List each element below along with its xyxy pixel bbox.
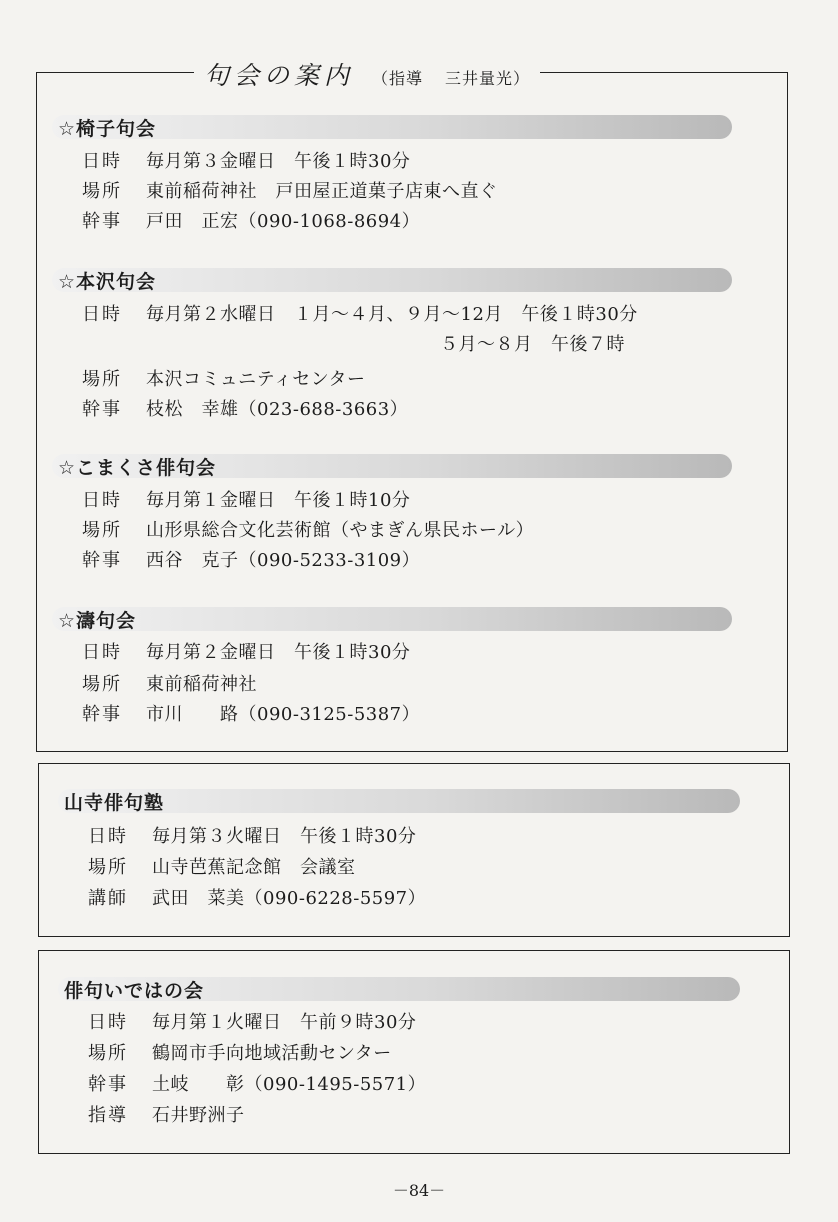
- section-title: ☆こまくさ俳句会: [58, 456, 217, 479]
- row-key: 日時: [88, 826, 128, 847]
- row-value: 毎月第２水曜日 １月～４月、９月～12月 午後１時30分: [146, 304, 638, 325]
- row-value: 西谷 克子（090-5233-3109）: [146, 550, 421, 571]
- info-row: [82, 207, 420, 233]
- section-header-motozawa: [52, 268, 732, 292]
- info-row: [88, 1101, 245, 1127]
- section-header-nami: [52, 607, 732, 631]
- page-title-sub-name: 三井量光）: [445, 69, 531, 88]
- row-key: 場所: [88, 1043, 128, 1064]
- section-header-komakusa: [52, 454, 732, 478]
- row-key: 日時: [82, 304, 122, 325]
- row-key: 日時: [82, 490, 122, 511]
- row-value: 本沢コミュニティセンター: [146, 369, 366, 390]
- info-row: [82, 516, 534, 542]
- info-row: [440, 330, 625, 356]
- info-row: [82, 177, 498, 203]
- info-row: [82, 670, 257, 696]
- row-key: 日時: [88, 1012, 128, 1033]
- section-header-isu: [52, 115, 732, 139]
- row-value: 毎月第１火曜日 午前９時30分: [152, 1012, 417, 1033]
- section-title: 俳句いではの会: [64, 979, 205, 1002]
- info-row: [88, 1008, 416, 1034]
- page-number: －84－: [392, 1181, 446, 1200]
- row-key: 場所: [88, 857, 128, 878]
- row-value: 鶴岡市手向地域活動センター: [152, 1043, 392, 1064]
- row-value: 武田 菜美（090-6228-5597）: [152, 888, 427, 909]
- row-value: 毎月第３火曜日 午後１時30分: [152, 826, 417, 847]
- row-value: 東前稲荷神社: [146, 674, 257, 695]
- info-row: [82, 365, 365, 391]
- row-value: ５月～８月 午後７時: [440, 334, 625, 355]
- row-key: 幹事: [82, 550, 122, 571]
- page-title-sub: [372, 66, 530, 89]
- row-key: 場所: [82, 520, 122, 541]
- info-row: [82, 486, 410, 512]
- info-row: [82, 395, 408, 421]
- row-key: 場所: [82, 369, 122, 390]
- row-value: 東前稲荷神社 戸田屋正道菓子店東へ直ぐ: [146, 181, 498, 202]
- info-row: [88, 1039, 392, 1065]
- info-row: [82, 638, 410, 664]
- section-title: ☆本沢句会: [58, 270, 157, 293]
- row-key: 場所: [82, 181, 122, 202]
- section-header-ideha: [58, 977, 740, 1001]
- section-title: ☆椅子句会: [58, 117, 157, 140]
- row-value: 市川 路（090-3125-5387）: [146, 704, 421, 725]
- section-header-yamadera: [58, 789, 740, 813]
- section-title: 山寺俳句塾: [64, 791, 165, 814]
- row-value: 山寺芭蕉記念館 会議室: [152, 857, 356, 878]
- row-key: 幹事: [88, 1074, 128, 1095]
- page-title-main: 句会の案内: [204, 61, 355, 90]
- info-row: [82, 147, 410, 173]
- info-row: [82, 546, 420, 572]
- info-row: [88, 884, 426, 910]
- row-key: 幹事: [82, 704, 122, 725]
- row-value: 山形県総合文化芸術館（やまぎん県民ホール）: [146, 520, 535, 541]
- row-value: 戸田 正宏（090-1068-8694）: [146, 211, 421, 232]
- info-row: [88, 1070, 426, 1096]
- row-key: 幹事: [82, 211, 122, 232]
- info-row: [82, 700, 420, 726]
- row-value: 毎月第１金曜日 午後１時10分: [146, 490, 411, 511]
- row-value: 石井野洲子: [152, 1105, 245, 1126]
- info-row: [88, 822, 416, 848]
- row-value: 毎月第２金曜日 午後１時30分: [146, 642, 411, 663]
- section-title: ☆濤句会: [58, 609, 137, 632]
- info-row: [82, 300, 638, 326]
- page-title-sub-label: （指導: [372, 69, 424, 88]
- page-title: [194, 56, 540, 90]
- row-key: 場所: [82, 674, 122, 695]
- row-key: 日時: [82, 151, 122, 172]
- row-value: 枝松 幸雄（023-688-3663）: [146, 399, 409, 420]
- info-row: [88, 853, 356, 879]
- row-key: 幹事: [82, 399, 122, 420]
- row-key: 講師: [88, 888, 128, 909]
- row-key: 日時: [82, 642, 122, 663]
- row-key: 指導: [88, 1105, 128, 1126]
- row-value: 毎月第３金曜日 午後１時30分: [146, 151, 411, 172]
- row-value: 土岐 彰（090-1495-5571）: [152, 1074, 427, 1095]
